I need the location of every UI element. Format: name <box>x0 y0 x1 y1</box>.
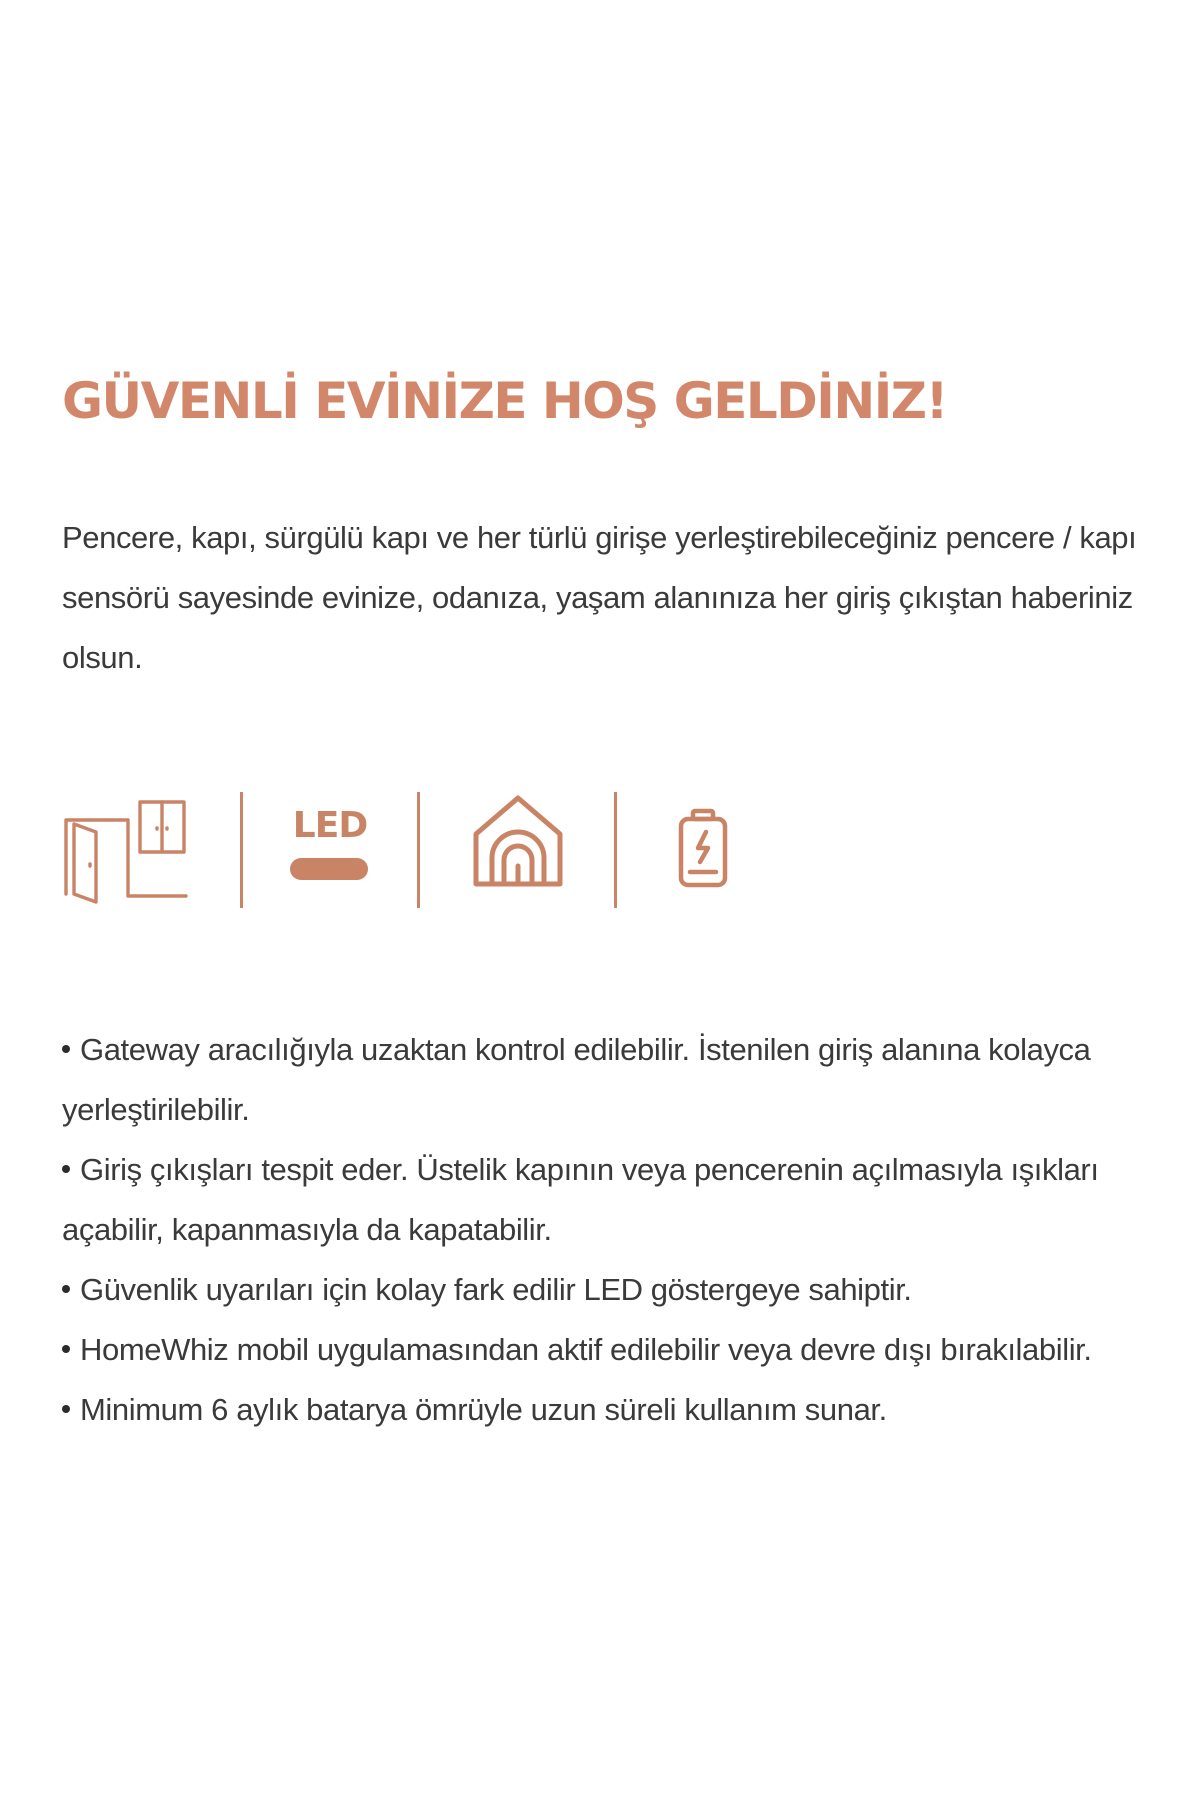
icon-divider <box>240 792 243 908</box>
bullet-icon <box>62 1045 70 1053</box>
bullet-icon <box>62 1165 70 1173</box>
bullet-icon <box>62 1345 70 1353</box>
bullet-icon <box>62 1285 70 1293</box>
list-item <box>62 1320 1152 1380</box>
list-item <box>62 1260 1152 1320</box>
feature-text: HomeWhiz mobil uygulamasından aktif edilebilir veya devre dışı bırakılabilir. <box>80 1332 1092 1367</box>
feature-text: Minimum 6 aylık batarya ömrüyle uzun süreli kullanım sunar. <box>80 1392 887 1427</box>
battery-icon <box>676 808 730 890</box>
feature-text: Giriş çıkışları tespit eder. Üstelik kapının veya pencerenin açılmasıyla ışıkları açabilir, kapanmasıyla da kapatabilir. <box>62 1152 1099 1247</box>
led-indicator-icon <box>290 806 370 886</box>
headline: GÜVENLİ EVİNİZE HOŞ GELDİNİZ! <box>62 372 947 430</box>
intro-paragraph: Pencere, kapı, sürgülü kapı ve her türlü girişe yerleştirebileceğiniz pencere / kapı sensörü sayesinde evinize, odanıza, yaşam alanınıza her giriş çıkıştan haberiniz olsun. <box>62 520 1137 675</box>
icon-divider <box>614 792 617 908</box>
list-item <box>62 1380 1152 1440</box>
feature-text: Gateway aracılığıyla uzaktan kontrol edilebilir. İstenilen giriş alanına kolayca yerleştirilebilir. <box>62 1032 1091 1127</box>
smart-home-signal-icon <box>470 792 566 892</box>
bullet-icon <box>62 1405 70 1413</box>
door-window-icon <box>62 798 192 906</box>
list-item <box>62 1020 1152 1140</box>
feature-list <box>62 1020 1152 1440</box>
icon-divider <box>417 792 420 908</box>
list-item <box>62 1140 1152 1260</box>
led-label: LED <box>292 805 368 846</box>
led-bar <box>290 858 368 880</box>
feature-text: Güvenlik uyarıları için kolay fark edilir LED göstergeye sahiptir. <box>80 1272 912 1307</box>
feature-icon-row <box>62 790 762 912</box>
